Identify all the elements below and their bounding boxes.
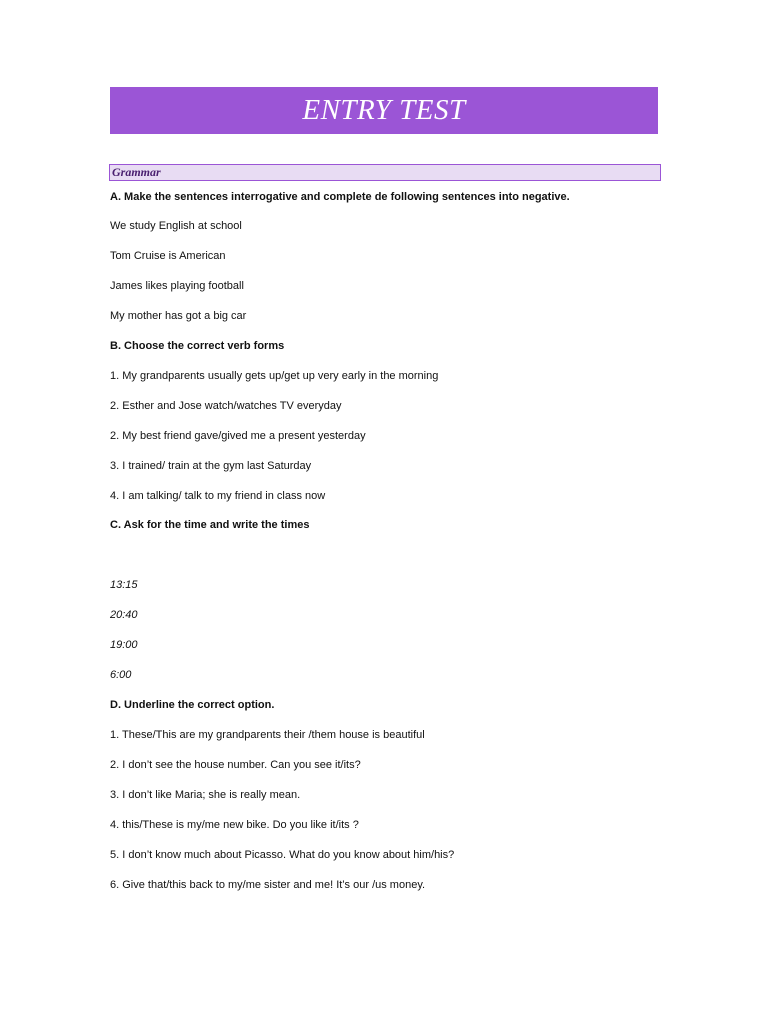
part-d-item: 2. I don’t see the house number. Can you see it/its? bbox=[110, 759, 361, 771]
part-a-heading: A. Make the sentences interrogative and complete de following sentences into negative. bbox=[110, 191, 570, 203]
part-d-item: 1. These/This are my grandparents their /them house is beautiful bbox=[110, 729, 425, 741]
title-banner bbox=[110, 87, 658, 134]
section-label: Grammar bbox=[112, 165, 161, 179]
part-b-heading: B. Choose the correct verb forms bbox=[110, 340, 285, 352]
part-c-time: 13:15 bbox=[110, 579, 138, 591]
section-header-grammar bbox=[109, 164, 661, 181]
part-d-item: 4. this/These is my/me new bike. Do you like it/its ? bbox=[110, 819, 359, 831]
part-c-time: 20:40 bbox=[110, 609, 138, 621]
part-d-heading: D. Underline the correct option. bbox=[110, 699, 275, 711]
part-b-item: 2. My best friend gave/gived me a present yesterday bbox=[110, 430, 366, 442]
part-b-item: 4. I am talking/ talk to my friend in class now bbox=[110, 490, 326, 502]
part-a-item: We study English at school bbox=[110, 220, 242, 232]
part-d-item: 3. I don’t like Maria; she is really mean. bbox=[110, 789, 301, 801]
part-a-item: My mother has got a big car bbox=[110, 310, 247, 322]
part-d-item: 6. Give that/this back to my/me sister and me! It’s our /us money. bbox=[110, 879, 426, 891]
part-b-item: 2. Esther and Jose watch/watches TV everyday bbox=[110, 400, 342, 412]
part-b-item: 3. I trained/ train at the gym last Saturday bbox=[110, 460, 312, 472]
part-a-item: Tom Cruise is American bbox=[110, 250, 226, 262]
part-c-time: 19:00 bbox=[110, 639, 138, 651]
part-c-heading: C. Ask for the time and write the times bbox=[110, 519, 310, 531]
part-b-item: 1. My grandparents usually gets up/get up very early in the morning bbox=[110, 370, 439, 382]
part-a-item: James likes playing football bbox=[110, 280, 244, 292]
part-c-time: 6:00 bbox=[110, 669, 132, 681]
page-title: ENTRY TEST bbox=[302, 94, 466, 126]
part-d-item: 5. I don’t know much about Picasso. What do you know about him/his? bbox=[110, 849, 455, 861]
